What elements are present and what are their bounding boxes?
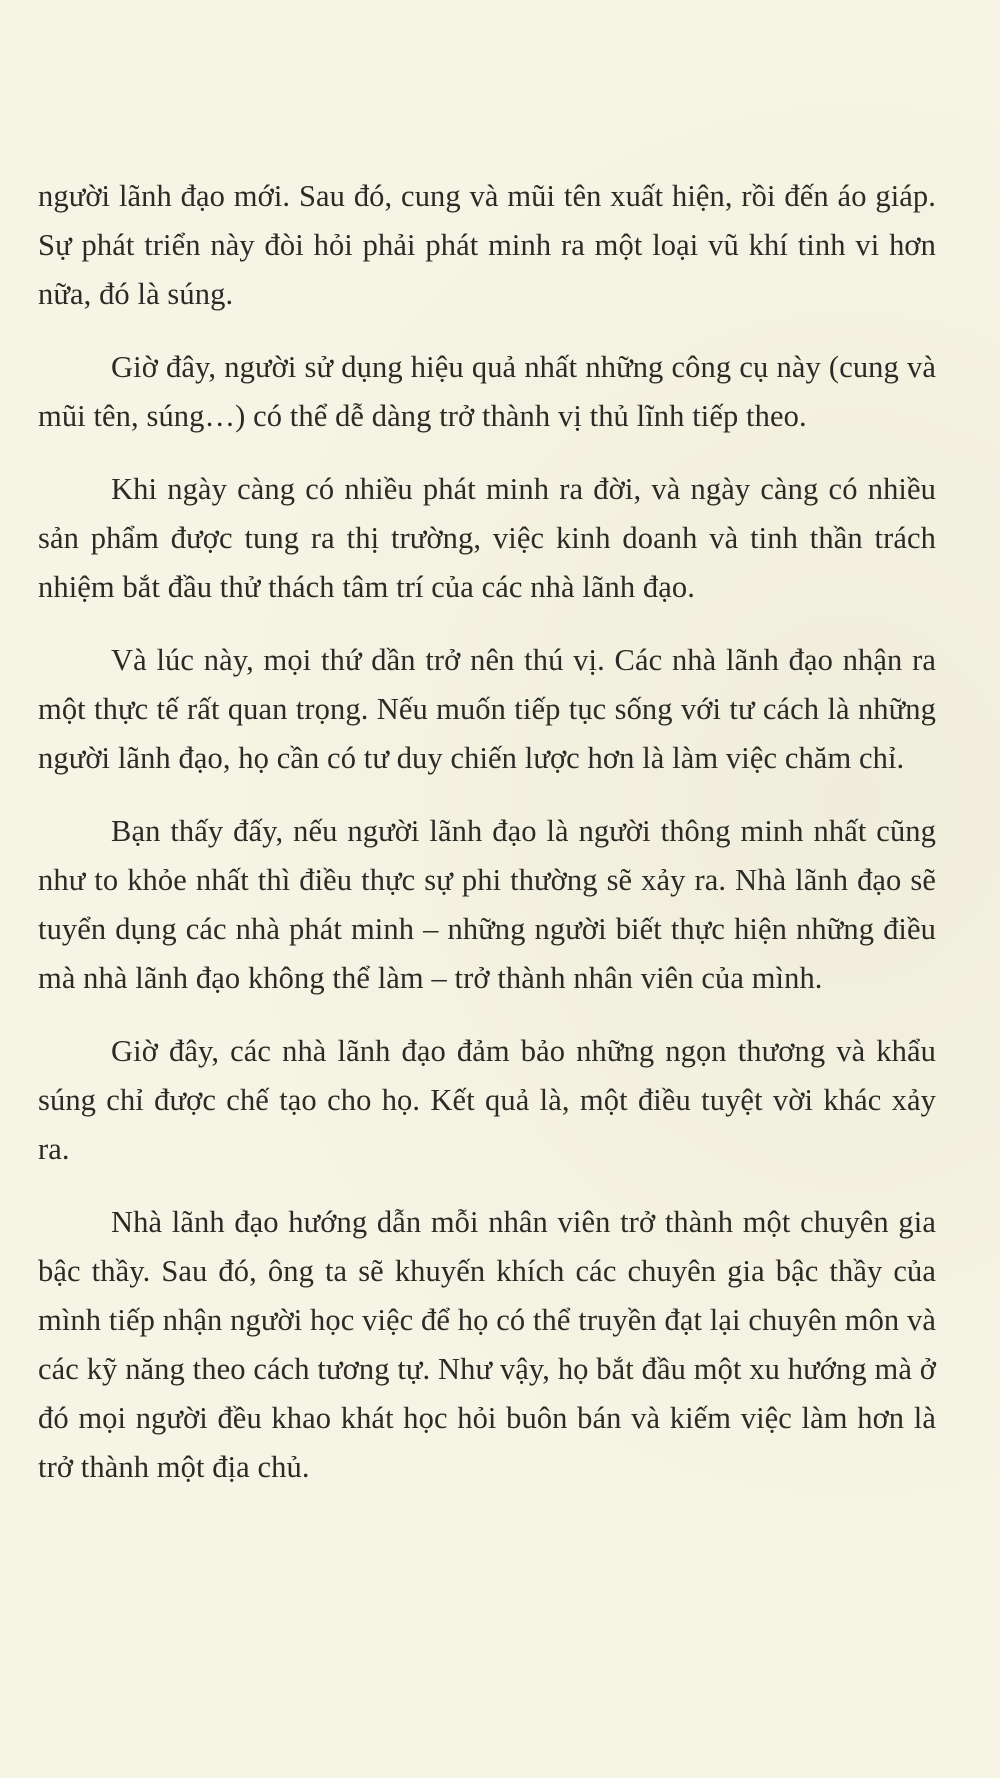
paragraph: Và lúc này, mọi thứ dần trở nên thú vị. Các nhà lãnh đạo nhận ra một thực tế rất quan trọng. Nếu muốn tiếp tục sống với tư cách là những người lãnh đạo, họ cần có tư duy chiến lược hơn là làm việc chăm chỉ. — [38, 643, 936, 775]
paragraph: Giờ đây, các nhà lãnh đạo đảm bảo những ngọn thương và khẩu súng chỉ được chế tạo cho họ. Kết quả là, một điều tuyệt vời khác xảy ra. — [38, 1034, 936, 1166]
paragraph: Nhà lãnh đạo hướng dẫn mỗi nhân viên trở thành một chuyên gia bậc thầy. Sau đó, ông ta sẽ khuyến khích các chuyên gia bậc thầy của mình tiếp nhận người học việc để họ có thể truyền đạt lại chuyên môn và các kỹ năng theo cách tương tự. Như vậy, họ bắt đầu một xu hướng mà ở đó mọi người đều khao khát học hỏi buôn bán và kiếm việc làm hơn là trở thành một địa chủ. — [38, 1205, 936, 1484]
paragraph: người lãnh đạo mới. Sau đó, cung và mũi tên xuất hiện, rồi đến áo giáp. Sự phát triển này đòi hỏi phải phát minh ra một loại vũ khí tinh vi hơn nữa, đó là súng. — [38, 179, 936, 311]
paragraph: Giờ đây, người sử dụng hiệu quả nhất những công cụ này (cung và mũi tên, súng…) có thể dễ dàng trở thành vị thủ lĩnh tiếp theo. — [38, 350, 936, 433]
body-text — [38, 172, 936, 1516]
paragraph: Bạn thấy đấy, nếu người lãnh đạo là người thông minh nhất cũng như to khỏe nhất thì điều thực sự phi thường sẽ xảy ra. Nhà lãnh đạo sẽ tuyển dụng các nhà phát minh – những người biết thực hiện những điều mà nhà lãnh đạo không thể làm – trở thành nhân viên của mình. — [38, 814, 936, 995]
paragraph: Khi ngày càng có nhiều phát minh ra đời, và ngày càng có nhiều sản phẩm được tung ra thị trường, việc kinh doanh và tinh thần trách nhiệm bắt đầu thử thách tâm trí của các nhà lãnh đạo. — [38, 472, 936, 604]
